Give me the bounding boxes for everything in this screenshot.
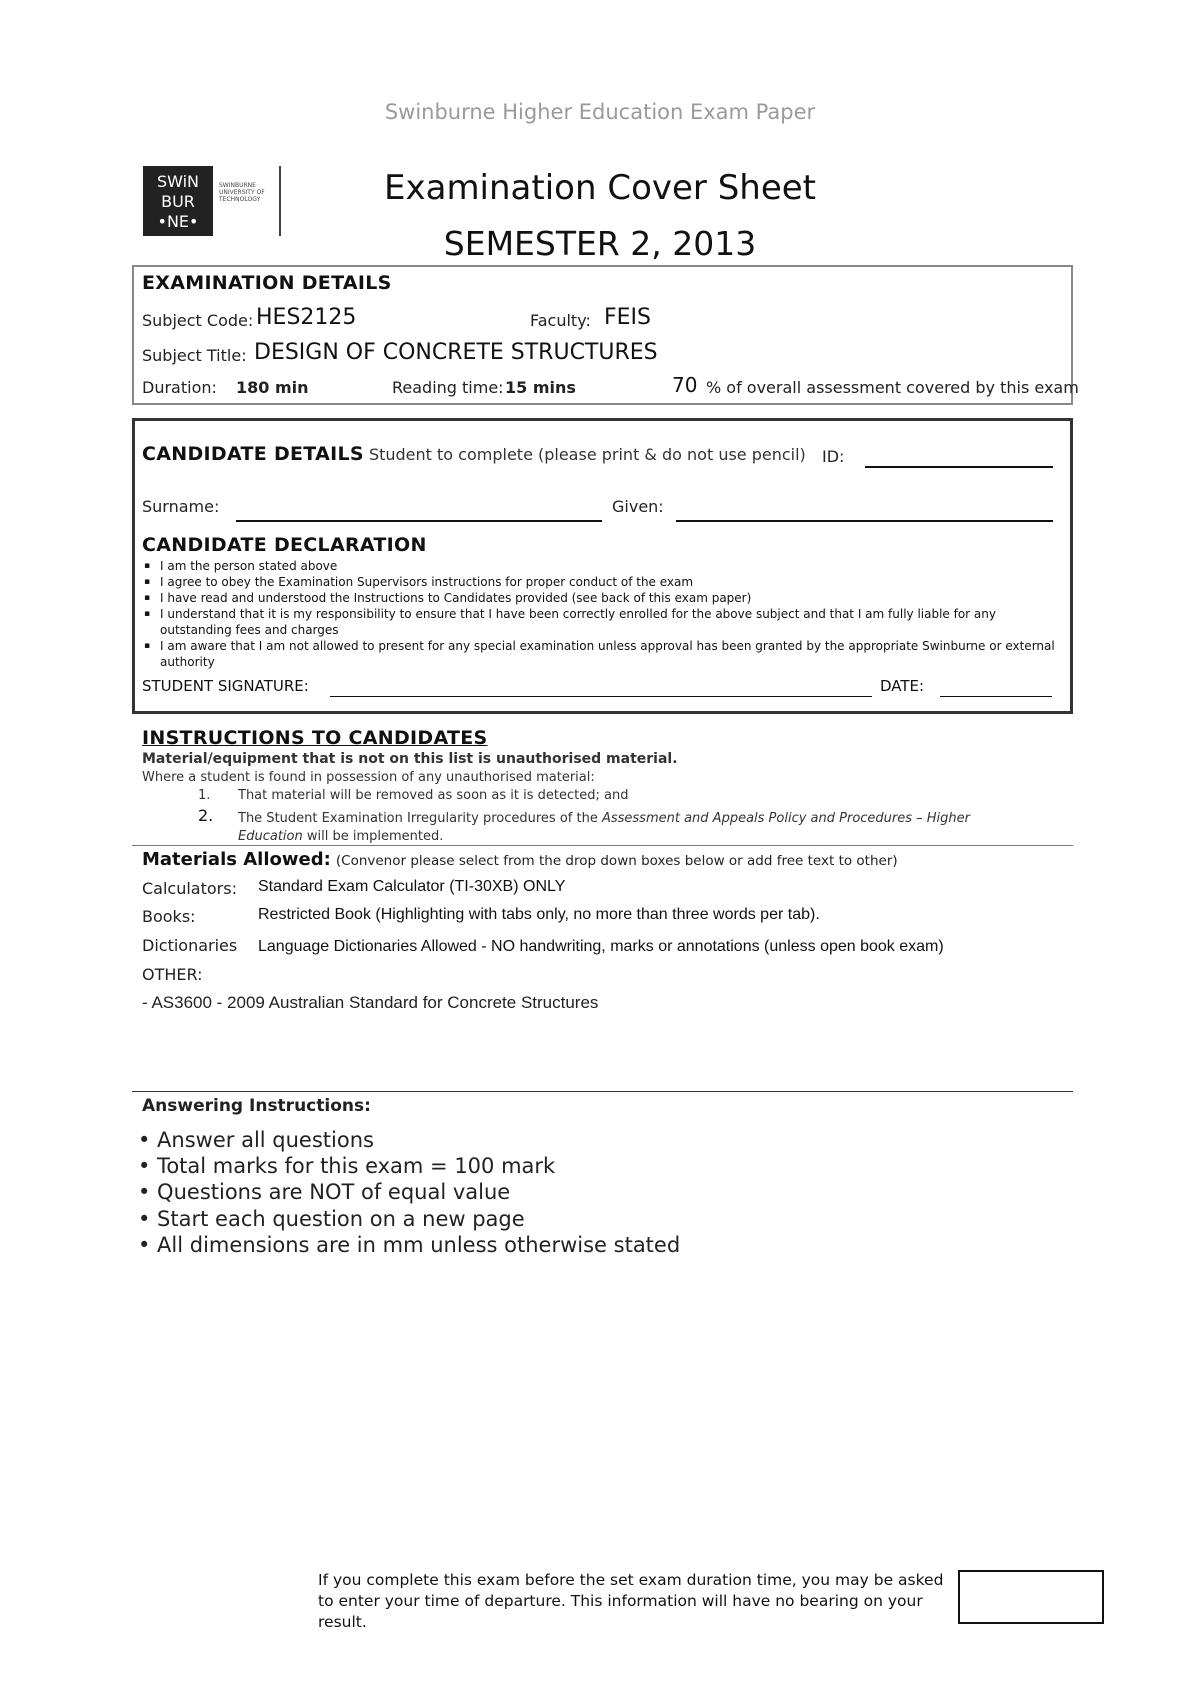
faculty-label: Faculty:: [530, 311, 591, 330]
declaration-item: ▪ I have read and understood the Instructions to Candidates provided (see back of this exam paper): [160, 590, 1060, 606]
declaration-item: ▪ I am the person stated above: [160, 558, 1060, 574]
declaration-heading: CANDIDATE DECLARATION: [142, 534, 427, 556]
logo-mark-line: SWiN: [156, 172, 200, 191]
answering-item: • Questions are NOT of equal value: [138, 1180, 511, 1204]
candidate-details-heading: CANDIDATE DETAILS: [142, 443, 364, 465]
page-header: Swinburne Higher Education Exam Paper: [384, 100, 816, 124]
dictionaries-value: Language Dictionaries Allowed - NO handwriting, marks or annotations (unless open book exam): [258, 938, 944, 955]
id-field[interactable]: [865, 466, 1053, 468]
instructions-heading: INSTRUCTIONS TO CANDIDATES: [142, 727, 488, 749]
materials-note: (Convenor please select from the drop down boxes below or add free text to other): [335, 853, 898, 869]
date-label: DATE:: [880, 677, 925, 695]
signature-field[interactable]: [330, 696, 872, 697]
books-value: Restricted Book (Highlighting with tabs only, no more than three words per tab).: [258, 906, 820, 923]
section-divider: [132, 845, 1073, 846]
instruction-item-number: 2.: [198, 806, 214, 825]
id-label: ID:: [822, 447, 845, 466]
declaration-item: ▪ I agree to obey the Examination Supervisors instructions for proper conduct of the exam: [160, 574, 1060, 590]
candidate-details-heading-row: [142, 443, 806, 465]
instruction-item: That material will be removed as soon as it is detected; and: [238, 788, 629, 803]
declaration-item: ▪ I understand that it is my responsibility to ensure that I have been correctly enrolled for the above subject and that I am fully liable for any outstanding fees and charges: [160, 606, 1060, 638]
answering-item: • Start each question on a new page: [138, 1207, 525, 1231]
duration-label: Duration:: [142, 378, 217, 397]
answering-heading: Answering Instructions:: [142, 1096, 371, 1116]
signature-label: STUDENT SIGNATURE:: [142, 677, 309, 695]
given-name-field[interactable]: [676, 520, 1053, 522]
semester-title: SEMESTER 2, 2013: [443, 224, 757, 263]
instruction-text: The Student Examination Irregularity procedures of the: [238, 811, 602, 826]
surname-field[interactable]: [236, 520, 602, 522]
exam-details-heading: EXAMINATION DETAILS: [142, 272, 392, 294]
policy-reference: Assessment and Appeals Policy and Procedures – Higher Education: [238, 811, 971, 844]
departure-time-box[interactable]: [958, 1570, 1104, 1624]
unauthorised-material-note: Material/equipment that is not on this list is unauthorised material.: [142, 751, 678, 767]
answering-item: • Total marks for this exam = 100 mark: [138, 1154, 556, 1178]
logo-mark-line: BUR: [161, 192, 195, 211]
duration-value: 180 min: [236, 378, 309, 397]
section-divider: [132, 1091, 1073, 1092]
books-label: Books:: [142, 907, 196, 926]
assessment-percent: 70: [672, 373, 698, 397]
declaration-item: ▪ I am aware that I am not allowed to present for any special examination unless approval has been granted by the appropriate Swinburne or external authority: [160, 638, 1060, 670]
subject-title-value: DESIGN OF CONCRETE STRUCTURES: [254, 340, 658, 365]
subject-code-label: Subject Code:: [142, 311, 254, 330]
page-title: Examination Cover Sheet: [384, 168, 816, 208]
candidate-details-subheading: Student to complete (please print & do not use pencil): [368, 445, 806, 464]
reading-time-label: Reading time:: [392, 378, 504, 397]
calculators-value: Standard Exam Calculator (TI-30XB) ONLY: [258, 878, 566, 895]
subject-title-label: Subject Title:: [142, 346, 247, 365]
materials-heading-row: [142, 849, 898, 870]
assessment-percent-text: % of overall assessment covered by this exam: [706, 378, 1079, 397]
subject-code-value: HES2125: [256, 305, 357, 330]
logo-side-text: SWINBURNE UNIVERSITY OF TECHNOLOGY: [219, 182, 265, 203]
answering-item: • All dimensions are in mm unless otherwise stated: [138, 1233, 681, 1257]
faculty-value: FEIS: [604, 305, 652, 330]
answering-item: • Answer all questions: [138, 1128, 374, 1152]
departure-time-note: If you complete this exam before the set exam duration time, you may be asked to enter your time of departure. This information will have no bearing on your result.: [318, 1571, 944, 1631]
logo-mark-line: •NE•: [157, 212, 199, 231]
instruction-text: will be implemented.: [302, 829, 444, 844]
other-label: OTHER:: [142, 965, 203, 984]
instruction-item: [238, 810, 1018, 846]
instruction-item-number: 1.: [198, 788, 211, 803]
instructions-line: Where a student is found in possession of any unauthorised material:: [142, 770, 595, 785]
dictionaries-label: Dictionaries: [142, 936, 238, 955]
given-label: Given:: [612, 497, 664, 516]
date-field[interactable]: [940, 696, 1052, 697]
calculators-label: Calculators:: [142, 879, 237, 898]
materials-heading: Materials Allowed:: [142, 849, 331, 870]
other-value: - AS3600 - 2009 Australian Standard for Concrete Structures: [142, 993, 599, 1012]
reading-time-value: 15 mins: [505, 378, 576, 397]
surname-label: Surname:: [142, 497, 220, 516]
